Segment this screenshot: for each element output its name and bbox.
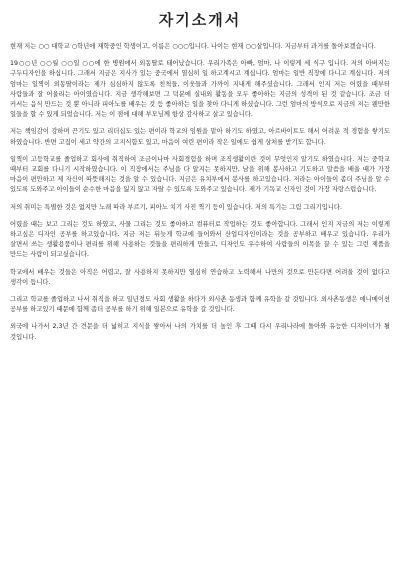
paragraph-family: 19○○년 ○○월 ○○일 ○○에 한 병원에서 외동딸로 태어났습니다. 우리가족은 아빠, 엄마, 나 이렇게 세 식구 입니다. 저의 아버지는 구두디자인을 하십니다. 그래서 지금은 지사가 있는 중국에서 열심히 일 하고계시고 계십니다. 엄마는 일반 직장에 다니고 계십니다. 저의 엄마는 일찍이 외동딸이라는 제가 심심하지 않도록 친척들, 이웃들과 가까이 지내게 해주셨습니다. 그래서 인지 저는 어렸을 때부터 사람들과 잘 어울리는 아이였습니다. 지금 생각해보면 그 덕분에 실내외 활동을 모두 좋아하는 지금의 성격이 된 것 같습니다. 조금 더 커서는 음식 만드는 것 뿐 아니라 피아노를 배우는 것 등 좋아하는 일을 찾아 다니게 하셨습니다. 그런 엄마의 방식으로 지금의 저는 웬만한 일들을 할 수 있게 되었습니다. 저는 이 점에 대해 부모님께 항상 감사하고 살고 있습니다. — [10, 60, 390, 119]
paragraph-experience: 일찍이 고등학교를 졸업하고 회사에 취직하여 조금이나마 사회경험을 하며 조직생활이란 것이 무엇인지 알기도 하였습니다. 저는 중학교 때부터 교회를 다니기 시작하였습니다. 이 직장에서는 주님을 다 알지는 못하지만, 남을 위해 봉사하고 기도하고 말씀을 배울 때가 가장 마음이 편안하고 제 자신이 따뜻해지는 것을 알 수 있습니다. 지금은 유치부에서 봉사를 하고있습니다. 저라는 아이들이 좀더 주님을 알 수 있도록 도와주고 아이들이 순수한 마음을 잃지 않고 자랄 수 있도록 도와주고 있습니다. 제가 기독교 신자인 것이 가장 자랑스럽습니다. — [10, 155, 390, 194]
paragraph-personality: 저는 책임감이 강하며 끈기도 있고 리더십도 있는 편이라 학교의 임원을 맡아 하기도 하였고, 아르바이트도 해서 어려운 적 경험을 쌓기도 하였습니다. 반면 고집이 세고 약간의 고지식함도 있고, 마음이 여린 편이라 작은 일에도 쉽게 상처를 받기도 합니다. — [10, 128, 390, 146]
paragraph-effort: 학교에서 배우는 것들은 아직은 어렵고, 잘 사용하지 못하지만 열심히 연습하고 노력해서 나만의 것으로 만든다면 어려울 것이 없다고 생각이 듭니다. — [10, 268, 390, 286]
paragraph-hobbies: 저의 취미는 특별한 것은 없지만 노래 따라 부르기, 피아노 치기 사진 찍기 등이 있습니다. 저의 특기는 그림 그리기입니다. — [10, 203, 343, 211]
paragraph-design-study: 어렸을 때는 보고 그리는 것도 하였고, 사물 그리는 것도 좋아하고 컴퓨터로 작업하는 것도 좋아합니다. 그래서 인지 지금의 저는 이렇게 하고싶은 디자인 공부를 하고있습니다. 지금 저는 뒤늦게 학교에 들어와서 산업디자인이라는 것을 공부하고 배우고 있습니다. 우리가 살면서 쓰는 생활용품이나 편리를 위해 사용하는 것들을 편리하게 만들고, 디자인도 우수하여 사람들의 이목을 끌 수 있는 그런 제품을 만드는 사람이 되고싶습니다. — [10, 220, 390, 259]
document-title: 자기소개서 — [158, 11, 242, 29]
paragraph-intro: 현재 저는 ○○ 대학교 ○학년에 재학중인 학생이고, 이름은 ○○○입니다. 나이는 현재 ○○살입니다. 지금부터 과거를 돌아보겠습니다. — [10, 43, 376, 50]
paragraph-future: 외국에 나가서 2,3년 간 견문을 더 넓히고 지식을 쌓아서 나의 가치를 더 높인 후 그때 다시 우리나라에 돌아와 유능한 디자이너가 될 것입니다. — [10, 323, 390, 341]
paragraph-plans: 그리고 학교를 졸업하고 나서 취직을 하고 일년정도 사회 생활을 하다가 외사촌 동생과 함께 유학을 갈 것입니다. 외사촌동생은 애니메이션 공부를 하고있기 때문에 함께 좀더 공부를 하기 위해 일본으로 유학을 갈 것입니다. — [10, 296, 390, 314]
